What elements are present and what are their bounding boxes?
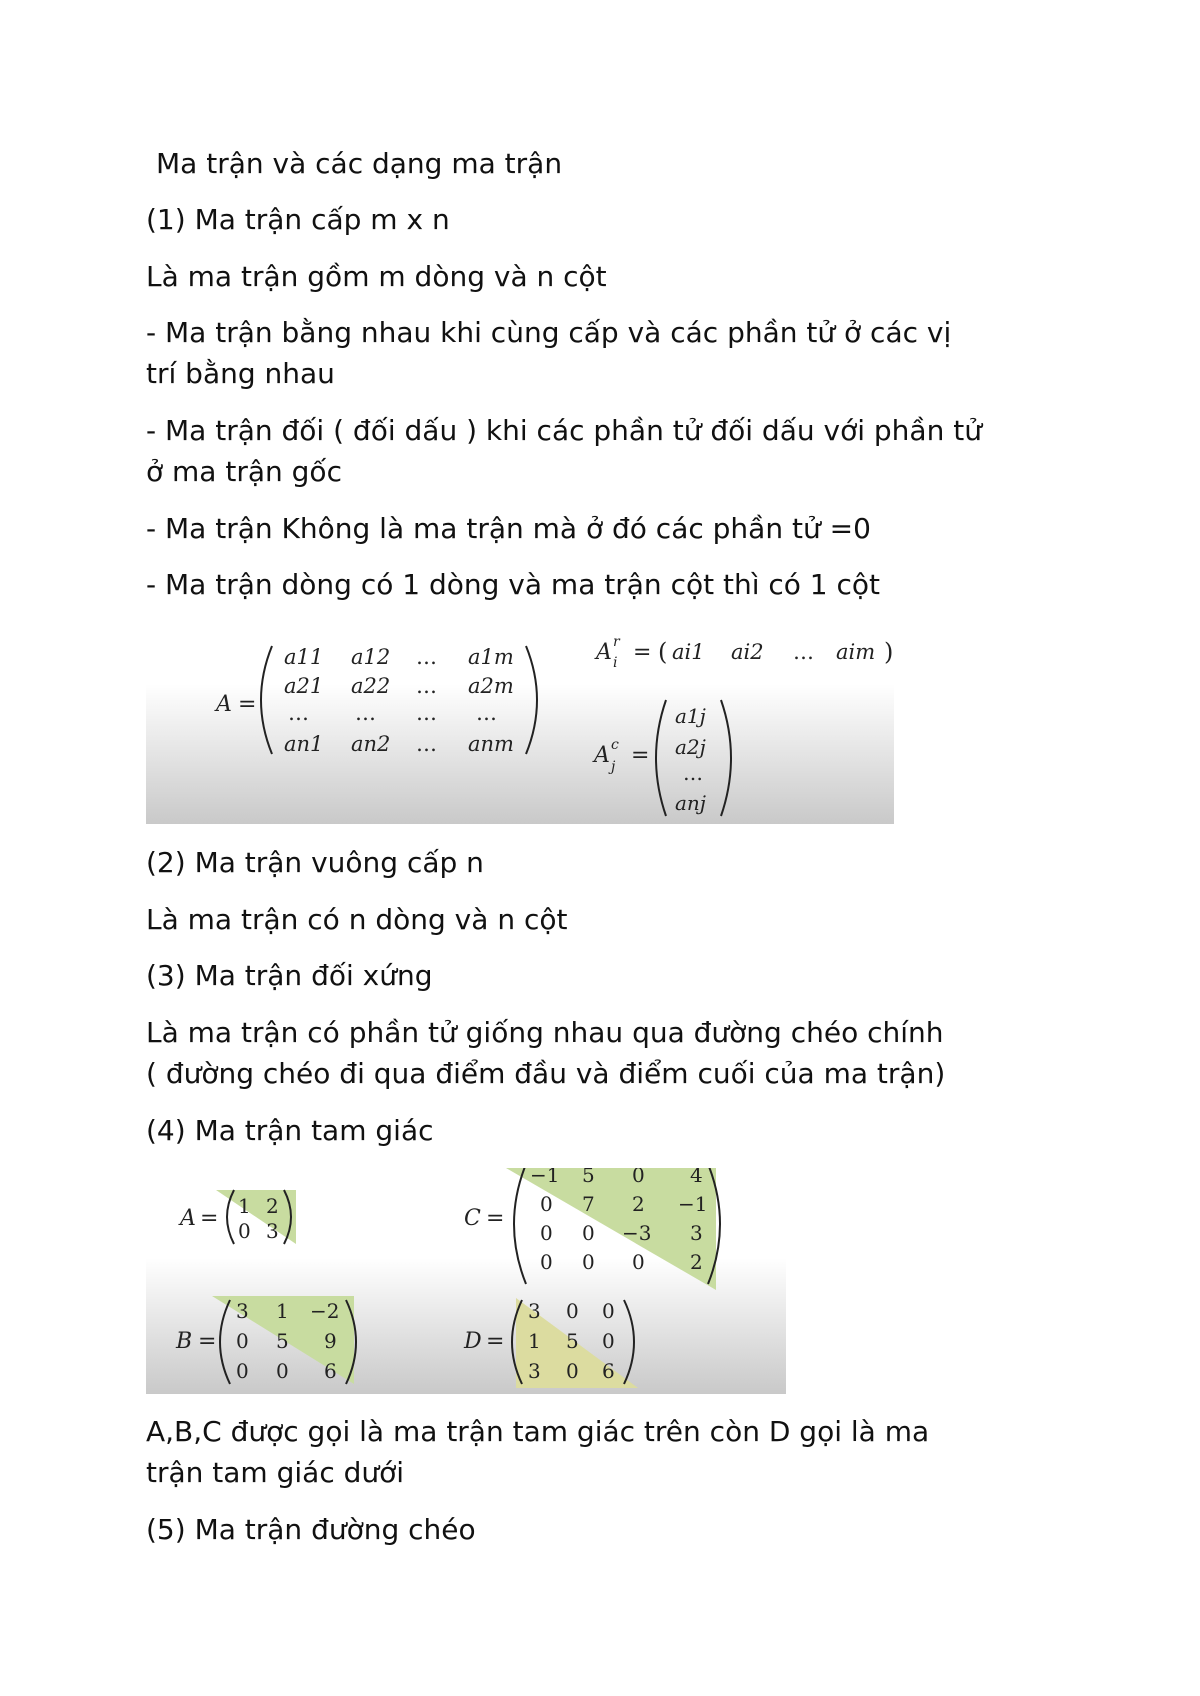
matrix-a-left-paren xyxy=(261,646,272,754)
row-vector-entry: aim xyxy=(836,640,876,664)
matrix-a-row-4 xyxy=(284,732,514,756)
matrix-cell: 0 xyxy=(602,1329,615,1353)
column-vector-sup: c xyxy=(611,737,619,753)
matrix-cell: −3 xyxy=(622,1221,652,1245)
matrix-b-label: B xyxy=(176,1329,193,1354)
matrix-cell: 0 xyxy=(582,1250,595,1274)
matrix-a-cell: a2m xyxy=(468,674,514,698)
matrix-cell: 9 xyxy=(324,1329,337,1353)
row-vector-right-paren: ) xyxy=(884,638,894,666)
section-4-heading: (4) Ma trận tam giác xyxy=(146,1114,434,1147)
right-paren xyxy=(624,1300,634,1384)
row-vector xyxy=(594,634,893,671)
section-3-definition-line1: Là ma trận có phần tử giống nhau qua đường chéo chính xyxy=(146,1016,944,1049)
equals-sign: = xyxy=(631,743,650,768)
matrix-a-cell: … xyxy=(416,645,437,669)
equals-sign: = xyxy=(633,640,652,665)
matrix-cell: 6 xyxy=(324,1359,337,1383)
matrix-cell: 2 xyxy=(690,1250,703,1274)
row-vector-entry: ai2 xyxy=(731,640,764,664)
matrix-a-cell: … xyxy=(476,701,497,725)
matrix-a-right-paren xyxy=(526,646,537,754)
equals-sign: = xyxy=(238,692,257,717)
column-vector-left-paren xyxy=(656,700,666,816)
triangular-matrices-svg xyxy=(146,1168,786,1394)
matrix-cell: 2 xyxy=(632,1192,645,1216)
matrix-a-row-3 xyxy=(288,701,497,725)
matrix-cell: 3 xyxy=(690,1221,703,1245)
row-vector-sup: r xyxy=(613,634,620,650)
matrix-general-svg xyxy=(146,624,894,824)
equals-sign: = xyxy=(198,1329,217,1354)
matrix-cell: 3 xyxy=(236,1299,249,1323)
matrix-cell: 5 xyxy=(582,1168,595,1187)
row-vector-sub: i xyxy=(613,655,618,671)
left-paren xyxy=(220,1300,230,1384)
matrix-cell: 3 xyxy=(528,1299,541,1323)
matrix-cell: −1 xyxy=(530,1168,560,1187)
matrix-a-cell: … xyxy=(416,674,437,698)
matrix-cell: 3 xyxy=(528,1359,541,1383)
matrix-cell: 0 xyxy=(582,1221,595,1245)
column-vector-right-paren xyxy=(721,700,731,816)
matrix-cell: 6 xyxy=(602,1359,615,1383)
bullet-equal-matrices-line1: - Ma trận bằng nhau khi cùng cấp và các phần tử ở các vị xyxy=(146,316,952,349)
column-vector-name: A xyxy=(594,743,610,768)
section-5-heading: (5) Ma trận đường chéo xyxy=(146,1513,476,1546)
triangular-matrix-d xyxy=(463,1298,638,1388)
matrix-cell: 0 xyxy=(632,1250,645,1274)
matrix-cell: 7 xyxy=(582,1192,595,1216)
matrix-a-row-1 xyxy=(284,645,514,669)
equals-sign: = xyxy=(486,1329,505,1354)
matrix-cell: 0 xyxy=(540,1221,553,1245)
triangular-matrices-figure xyxy=(146,1168,786,1394)
matrix-d-label: D xyxy=(464,1329,482,1354)
matrix-a-cell: an2 xyxy=(351,732,391,756)
row-vector-left-paren: ( xyxy=(658,638,668,666)
matrix-a-cell: … xyxy=(288,701,309,725)
matrix-general-figure xyxy=(146,624,894,824)
column-vector-entry: a2j xyxy=(675,735,706,759)
row-vector-entry: … xyxy=(793,640,814,664)
column-vector-sub: j xyxy=(611,759,616,775)
matrix-cell: 0 xyxy=(238,1219,251,1243)
column-vector-entry: a1j xyxy=(675,704,706,728)
matrix-cell: 4 xyxy=(690,1168,703,1187)
matrix-a-cell: an1 xyxy=(284,732,324,756)
matrix-cell: 0 xyxy=(540,1250,553,1274)
matrix-cell: 0 xyxy=(632,1168,645,1187)
triangular-matrix-b xyxy=(175,1296,356,1384)
matrix-a-cell: a11 xyxy=(284,645,324,669)
matrix-a-cell: … xyxy=(416,701,437,725)
matrix-a-cell: … xyxy=(355,701,376,725)
column-vector-entry: … xyxy=(683,761,703,785)
matrix-cell: 0 xyxy=(276,1359,289,1383)
matrix-cell: 1 xyxy=(238,1194,251,1218)
equals-sign: = xyxy=(486,1206,505,1231)
matrix-cell: 3 xyxy=(266,1219,279,1243)
bullet-opposite-matrix-line2: ở ma trận gốc xyxy=(146,455,342,488)
matrix-a-cell: a1m xyxy=(468,645,514,669)
matrix-a-label: A xyxy=(180,1206,196,1231)
bullet-equal-matrices-line2: trí bằng nhau xyxy=(146,357,335,390)
matrix-cell: 0 xyxy=(566,1359,579,1383)
matrix-cell: −1 xyxy=(678,1192,708,1216)
left-paren xyxy=(514,1168,526,1284)
section-4-note-line2: trận tam giác dưới xyxy=(146,1456,405,1489)
section-1-definition: Là ma trận gồm m dòng và n cột xyxy=(146,260,607,293)
section-3-heading: (3) Ma trận đối xứng xyxy=(146,959,433,992)
section-2-heading: (2) Ma trận vuông cấp n xyxy=(146,846,484,879)
matrix-a-name: A xyxy=(216,692,232,717)
matrix-a-cell: anm xyxy=(468,732,514,756)
section-3-definition-line2: ( đường chéo đi qua điểm đầu và điểm cuối của ma trận) xyxy=(146,1057,946,1090)
section-2-definition: Là ma trận có n dòng và n cột xyxy=(146,903,568,936)
matrix-cell: 0 xyxy=(236,1359,249,1383)
matrix-cell: 1 xyxy=(276,1299,289,1323)
matrix-cell: 0 xyxy=(566,1299,579,1323)
matrix-cell: 0 xyxy=(236,1329,249,1353)
equals-sign: = xyxy=(200,1206,219,1231)
bullet-row-column-matrix: - Ma trận dòng có 1 dòng và ma trận cột thì có 1 cột xyxy=(146,568,881,601)
column-vector xyxy=(592,700,731,816)
matrix-cell: −2 xyxy=(310,1299,340,1323)
matrix-c-label: C xyxy=(464,1206,481,1231)
column-vector-entry: anj xyxy=(675,791,707,815)
bullet-zero-matrix: - Ma trận Không là ma trận mà ở đó các phần tử =0 xyxy=(146,512,871,545)
matrix-cell: 5 xyxy=(566,1329,579,1353)
matrix-a-cell: a21 xyxy=(284,674,324,698)
page-title: Ma trận và các dạng ma trận xyxy=(156,147,563,180)
matrix-cell: 0 xyxy=(602,1299,615,1323)
matrix-cell: 0 xyxy=(540,1192,553,1216)
matrix-a-row-2 xyxy=(284,674,514,698)
row-vector-entry: ai1 xyxy=(672,640,705,664)
row-vector-name: A xyxy=(596,640,612,665)
matrix-cell: 1 xyxy=(528,1329,541,1353)
matrix-a-cell: … xyxy=(416,732,437,756)
triangular-matrix-a xyxy=(178,1190,296,1244)
matrix-a-cell: a12 xyxy=(351,645,391,669)
matrix-a-cell: a22 xyxy=(351,674,391,698)
section-1-heading: (1) Ma trận cấp m x n xyxy=(146,203,450,236)
matrix-cell: 2 xyxy=(266,1194,279,1218)
matrix-cell: 5 xyxy=(276,1329,289,1353)
bullet-opposite-matrix-line1: - Ma trận đối ( đối dấu ) khi các phần tử đối dấu với phần tử xyxy=(146,414,982,447)
section-4-note-line1: A,B,C được gọi là ma trận tam giác trên còn D gọi là ma xyxy=(146,1415,930,1448)
triangular-matrix-c xyxy=(464,1168,720,1290)
